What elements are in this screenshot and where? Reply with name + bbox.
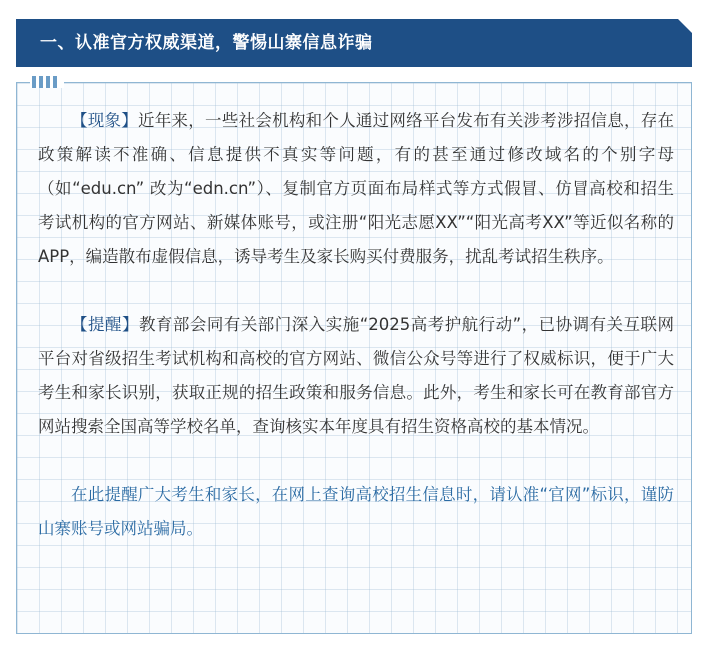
section-header-banner [16,19,692,67]
banner-corner-cut [678,19,692,33]
tag-phenomenon: 【现象】 [71,111,139,130]
content-body [38,104,674,546]
decorative-bars-icon [30,76,64,88]
paragraph-phenomenon-text: 近年来，一些社会机构和个人通过网络平台发布有关涉考涉招信息，存在政策解读不准确、信息提供不真实等问题，有的甚至通过修改域名的个别字母（如“edu.cn” 改为“edn.cn”）、复制官方页面布局样式等方式假冒、仿冒高校和招生考试机构的官方网站、新媒体账号，或注册“阳光志愿XX”“阳光高考XX”等近似名称的APP，编造散布虚假信息，诱导考生及家长购买付费服务，扰乱考试招生秩序。 [38,111,675,266]
paragraph-reminder [38,308,674,444]
paragraph-final-notice [38,478,674,546]
paragraph-reminder-text: 教育部会同有关部门深入实施“2025高考护航行动”，已协调有关互联网平台对省级招生考试机构和高校的官方网站、微信公众号等进行了权威标识，便于广大考生和家长识别，获取正规的招生政策和服务信息。此外，考生和家长可在教育部官方网站搜索全国高等学校名单，查询核实本年度具有招生资格高校的基本情况。 [38,315,675,436]
tag-reminder: 【提醒】 [71,315,139,334]
paragraph-phenomenon [38,104,674,274]
paragraph-final-notice-text: 在此提醒广大考生和家长，在网上查询高校招生信息时，请认准“官网”标识，谨防山寨账号或网站骗局。 [38,485,674,538]
section-title: 一、认准官方权威渠道，警惕山寨信息诈骗 [40,33,373,53]
